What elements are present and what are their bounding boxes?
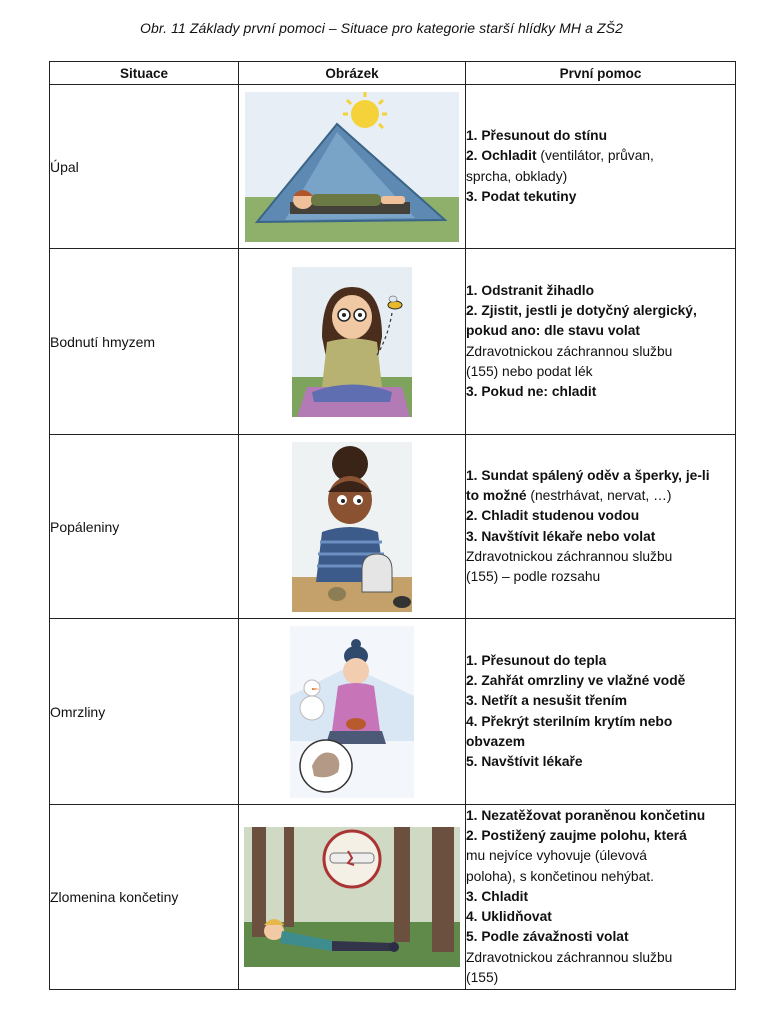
step-line: 5. Podle závažnosti volat (466, 929, 629, 945)
step-line: 2. Ochladit (ventilátor, průvan, (466, 148, 654, 164)
image-cell (239, 435, 466, 619)
step-line: (155) (466, 970, 499, 986)
step-line: 3. Chladit (466, 888, 529, 904)
step-line: 1. Nezatěžovat poraněnou končetinu (466, 807, 706, 823)
image-cell (239, 249, 466, 435)
table-row (50, 85, 736, 249)
step-line: (155) nebo podat lék (466, 363, 593, 379)
step-line: (155) – podle rozsahu (466, 569, 601, 585)
first-aid-steps (466, 281, 735, 403)
situation-cell: Bodnutí hmyzem (50, 249, 239, 435)
step-line: Zdravotnickou záchrannou službu (466, 343, 673, 359)
burn-kettle-illustration (292, 442, 412, 612)
step-line: 4. Uklidňovat (466, 909, 552, 925)
figure-caption: Obr. 11 Základy první pomoci – Situace pro kategorie starší hlídky MH a ZŠ2 (140, 20, 623, 36)
step-line: sprcha, obklady) (466, 168, 568, 184)
step-line: 1. Sundat spálený oděv a šperky, je-li (466, 467, 710, 483)
situation-cell: Omrzliny (50, 619, 239, 805)
step-line: 2. Chladit studenou vodou (466, 508, 640, 524)
step-line: 3. Netřít a nesušit třením (466, 693, 628, 709)
step-line: 3. Navštívit lékaře nebo volat (466, 528, 656, 544)
frostbite-snowman-illustration (290, 626, 414, 798)
step-line: 2. Zahřát omrzliny ve vlažné vodě (466, 672, 686, 688)
insect-sting-illustration (292, 267, 412, 417)
broken-limb-forest-illustration (244, 827, 460, 967)
step-line: obvazem (466, 733, 526, 749)
step-line: Zdravotnickou záchrannou službu (466, 949, 673, 965)
situation-cell: Popáleniny (50, 435, 239, 619)
first-aid-cell (466, 435, 736, 619)
step-line: Zdravotnickou záchrannou službu (466, 548, 673, 564)
image-cell (239, 805, 466, 990)
hand-closeup-icon (300, 740, 352, 792)
step-line: mu nejvíce vyhovuje (úlevová (466, 848, 647, 864)
tent-heatstroke-illustration (245, 92, 459, 242)
table-row (50, 619, 736, 805)
situation-cell: Zlomenina končetiny (50, 805, 239, 990)
step-line: 2. Postižený zaujme polohu, která (466, 827, 687, 843)
table-row (50, 435, 736, 619)
step-line: 4. Překrýt sterilním krytím nebo (466, 713, 673, 729)
first-aid-cell (466, 805, 736, 990)
step-line: 5. Navštívit lékaře (466, 754, 583, 770)
step-line: 1. Odstranit žihadlo (466, 282, 595, 298)
first-aid-cell (466, 85, 736, 249)
step-line: 1. Přesunout do tepla (466, 652, 607, 668)
step-line: 2. Zjistit, jestli je dotyčný alergický, (466, 302, 697, 318)
header-first-aid: První pomoc (466, 62, 736, 85)
first-aid-steps (466, 466, 735, 588)
first-aid-steps (466, 651, 735, 773)
first-aid-cell (466, 619, 736, 805)
table-row (50, 805, 736, 990)
step-line: 3. Pokud ne: chladit (466, 384, 597, 400)
broken-bone-icon (324, 831, 380, 887)
table-row (50, 249, 736, 435)
header-situation: Situace (50, 62, 239, 85)
step-line: to možné (nestrhávat, nervat, …) (466, 487, 672, 503)
situation-cell: Úpal (50, 85, 239, 249)
kettle-icon (362, 554, 392, 592)
image-cell (239, 619, 466, 805)
first-aid-steps (466, 806, 735, 989)
first-aid-cell (466, 249, 736, 435)
step-line: 3. Podat tekutiny (466, 188, 577, 204)
image-cell (239, 85, 466, 249)
table-header-row (50, 62, 736, 85)
first-aid-steps (466, 126, 735, 207)
step-line: poloha), s končetinou nehýbat. (466, 868, 654, 884)
step-line: 1. Přesunout do stínu (466, 127, 608, 143)
header-image: Obrázek (239, 62, 466, 85)
first-aid-table (49, 61, 736, 990)
step-line: pokud ano: dle stavu volat (466, 323, 641, 339)
